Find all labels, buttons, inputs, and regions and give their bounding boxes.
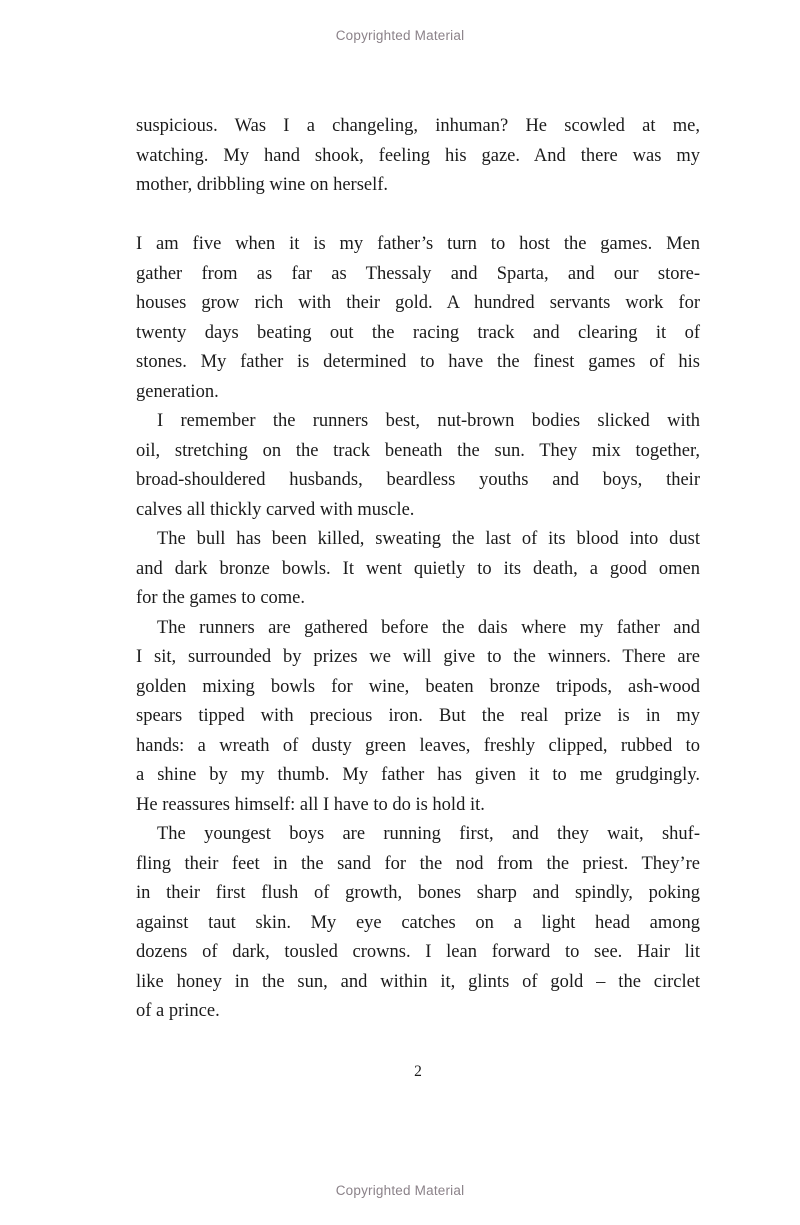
text-line: spears tipped with precious iron. But the real prize is in my [136, 706, 700, 726]
text-line: houses grow rich with their gold. A hundred servants work for [136, 293, 700, 313]
text-line: stones. My father is determined to have the finest games of his [136, 352, 700, 372]
text-line: in their first flush of growth, bones sharp and spindly, poking [136, 883, 700, 903]
text-line: The bull has been killed, sweating the last of its blood into dust [157, 529, 700, 549]
text-line: He reassures himself: all I have to do is hold it. [136, 794, 485, 815]
copyright-notice-bottom: Copyrighted Material [335, 1183, 465, 1198]
page-number: 2 [414, 1063, 422, 1080]
text-line: The youngest boys are running first, and they wait, shuf- [157, 824, 700, 844]
text-line: The runners are gathered before the dais where my father and [157, 617, 700, 638]
text-line: fling their feet in the sand for the nod from the priest. They’re [136, 853, 700, 874]
text-line: twenty days beating out the racing track and clearing it of [136, 322, 700, 343]
text-line: of a prince. [136, 1001, 220, 1021]
copyright-notice-top: Copyrighted Material [335, 28, 465, 43]
paragraph [136, 820, 700, 1027]
text-line: and dark bronze bowls. It went quietly to its death, a good omen [136, 558, 700, 579]
text-line: I remember the runners best, nut-brown bodies slicked with [157, 411, 700, 431]
text-line: calves all thickly carved with muscle. [136, 499, 415, 520]
text-line: golden mixing bowls for wine, beaten bronze tripods, ash-wood [136, 676, 700, 697]
paragraph [136, 230, 700, 407]
text-line: dozens of dark, tousled crowns. I lean forward to see. Hair lit [136, 942, 700, 962]
text-line: I am five when it is my father’s turn to host the games. Men [136, 234, 700, 254]
paragraph [136, 614, 700, 821]
text-line: broad-shouldered husbands, beardless youths and boys, their [136, 470, 700, 490]
text-line: suspicious. Was I a changeling, inhuman? He scowled at me, [136, 116, 700, 136]
text-line: mother, dribbling wine on herself. [136, 175, 389, 195]
text-line: against taut skin. My eye catches on a light head among [136, 912, 700, 933]
paragraph [136, 112, 700, 201]
text-line: like honey in the sun, and within it, glints of gold – the circlet [136, 971, 700, 992]
paragraph [136, 525, 700, 614]
text-line: a shine by my thumb. My father has given it to me grudgingly. [136, 765, 700, 785]
text-line: for the games to come. [136, 588, 306, 608]
text-line: generation. [136, 381, 219, 402]
text-block [136, 112, 700, 1027]
text-line: I sit, surrounded by prizes we will give to the winners. There are [136, 647, 700, 667]
text-line: watching. My hand shook, feeling his gaze. And there was my [136, 145, 700, 166]
text-line: oil, stretching on the track beneath the sun. They mix together, [136, 440, 700, 461]
text-line: hands: a wreath of dusty green leaves, freshly clipped, rubbed to [136, 735, 700, 756]
paragraph [136, 407, 700, 525]
text-line: gather from as far as Thessaly and Sparta, and our store- [136, 263, 700, 284]
